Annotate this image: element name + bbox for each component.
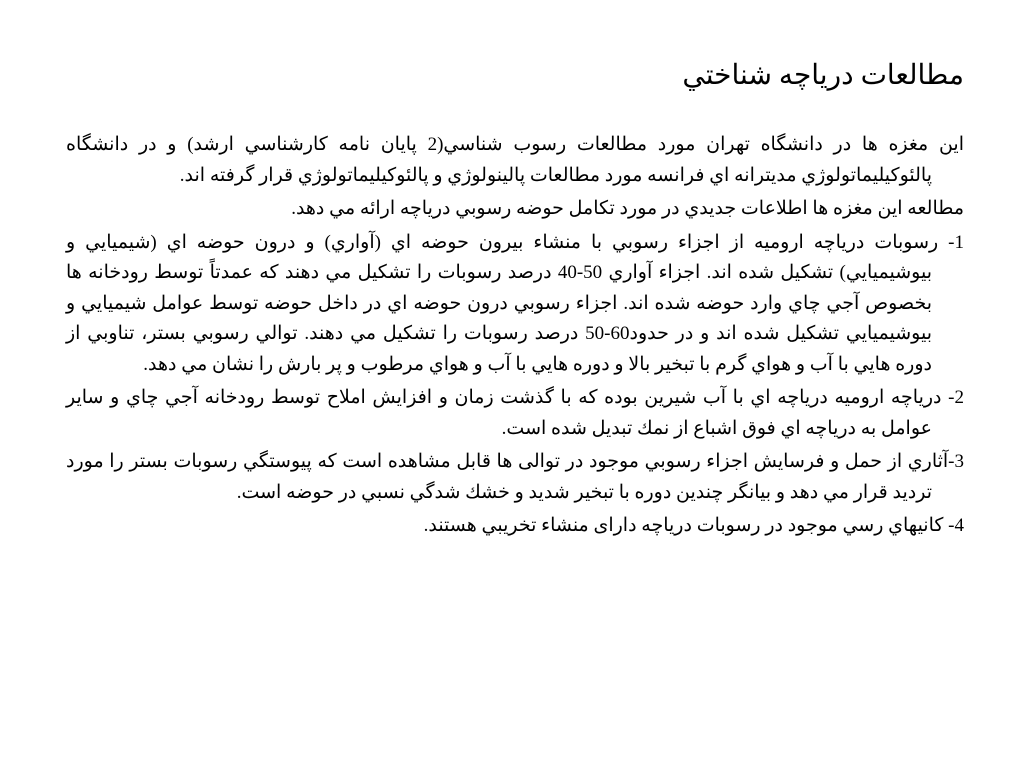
paragraph-point-1: 1- رسوبات درياچه اروميه از اجزاء رسوبي با منشاء بيرون حوضه اي (آواري) و درون حوضه اي (شيميايي و بيوشيميايي) تشكيل شده اند. اجزاء آواري 50-40 درصد رسوبات را تشكيل مي دهند كه عمدتاً توسط رودخانه ها بخصوص آجي چاي وارد حوضه شده اند. اجزاء رسوبي درون حوضه اي در داخل حوضه توسط عوامل شيميايي و بيوشيميايي تشكيل شده اند و در حدود60-50 درصد رسوبات را تشكيل مي دهند. توالي رسوبي بستر، تناوبي از دوره هايي با آب و هواي گرم با تبخير بالا و دوره هايي با آب و هواي مرطوب و پر بارش را نشان مي دهد. xyxy=(66,231,964,375)
paragraph-summary: مطالعه اين مغزه ها اطلاعات جديدي در مورد تكامل حوضه رسوبي درياچه ارائه مي دهد. xyxy=(291,198,964,219)
slide-body xyxy=(66,130,964,545)
paragraph-point-2: 2- درياچه اروميه درياچه اي با آب شيرين بوده كه با گذشت زمان و افزايش املاح توسط رودخانه آجي چاي و ساير عوامل به درياچه اي فوق اشباع از نمك تبديل شده است. xyxy=(66,387,964,439)
paragraph-point-4: 4- كانيهاي رسي موجود در رسوبات درياچه دارای منشاء تخريبي هستند. xyxy=(423,515,964,536)
paragraph-point-3: 3-آثاري از حمل و فرسايش اجزاء رسوبي موجود در توالی ها قابل مشاهده است كه پيوستگي رسوبات بستر را مورد ترديد قرار مي دهد و بيانگر چندين دوره با تبخير شديد و خشك شدگي نسبي در حوضه است. xyxy=(66,451,964,503)
slide-title: مطالعات درياچه شناختي xyxy=(682,60,964,91)
paragraph-intro: اين مغزه ها در دانشگاه تهران مورد مطالعات رسوب شناسي(2 پايان نامه كارشناسي ارشد) و در دانشگاه پالئوكيليماتولوژي مديترانه اي فرانسه مورد مطالعات پالينولوژي و پالئوكيليماتولوژي قرار گرفته اند. xyxy=(66,134,964,186)
